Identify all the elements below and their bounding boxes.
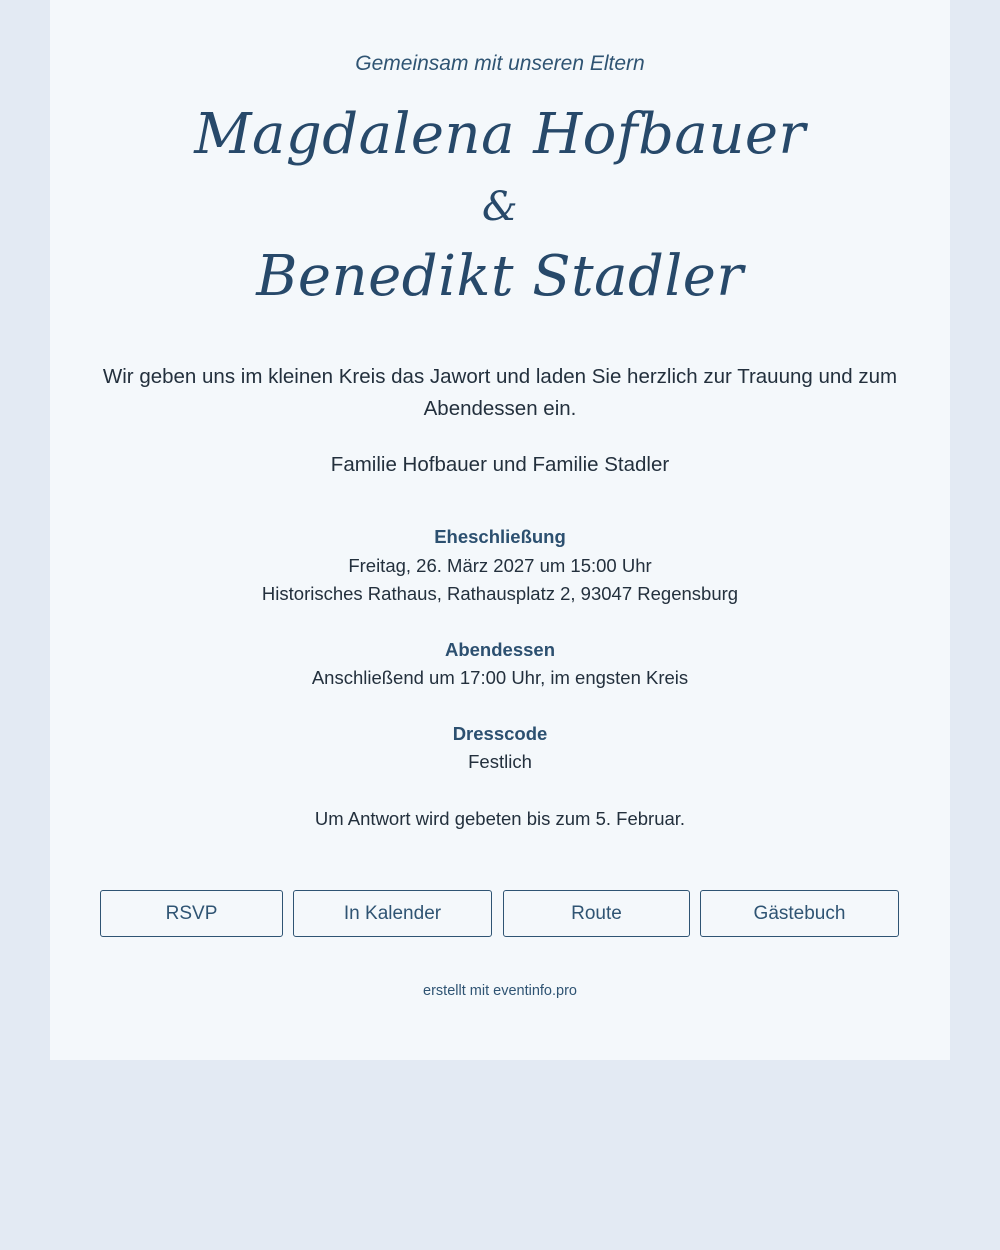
ceremony-title: Eheschließung [434, 526, 566, 547]
guestbook-button[interactable]: Gästebuch [700, 890, 899, 937]
intro-text: Gemeinsam mit unseren Eltern [355, 52, 645, 75]
rsvp-button[interactable]: RSVP [100, 890, 283, 937]
families-signature: Familie Hofbauer und Familie Stadler [330, 453, 670, 476]
footer-credit-link[interactable]: erstellt mit eventinfo.pro [423, 983, 577, 999]
route-button[interactable]: Route [503, 890, 690, 937]
partner-two-name: Benedikt Stadler [256, 244, 744, 309]
dresscode-info: Festlich [468, 751, 532, 772]
ceremony-datetime: Freitag, 26. März 2027 um 15:00 Uhr [348, 555, 652, 576]
partner-one-name: Magdalena Hofbauer [194, 102, 806, 167]
dinner-info: Anschließend um 17:00 Uhr, im engsten Kreis [311, 667, 689, 688]
dinner-title: Abendessen [444, 639, 555, 660]
ampersand: & [481, 184, 519, 230]
ceremony-location: Historisches Rathaus, Rathausplatz 2, 93047 Regensburg [261, 583, 739, 604]
dresscode-title: Dresscode [452, 723, 548, 744]
add-to-calendar-button[interactable]: In Kalender [293, 890, 492, 937]
invitation-text: Wir geben uns im kleinen Kreis das Jawort und laden Sie herzlich zur Trauung und zum Abendessen ein. [102, 365, 898, 420]
rsvp-deadline-note: Um Antwort wird gebeten bis zum 5. Februar. [314, 808, 686, 829]
invitation-card [50, 0, 950, 1060]
